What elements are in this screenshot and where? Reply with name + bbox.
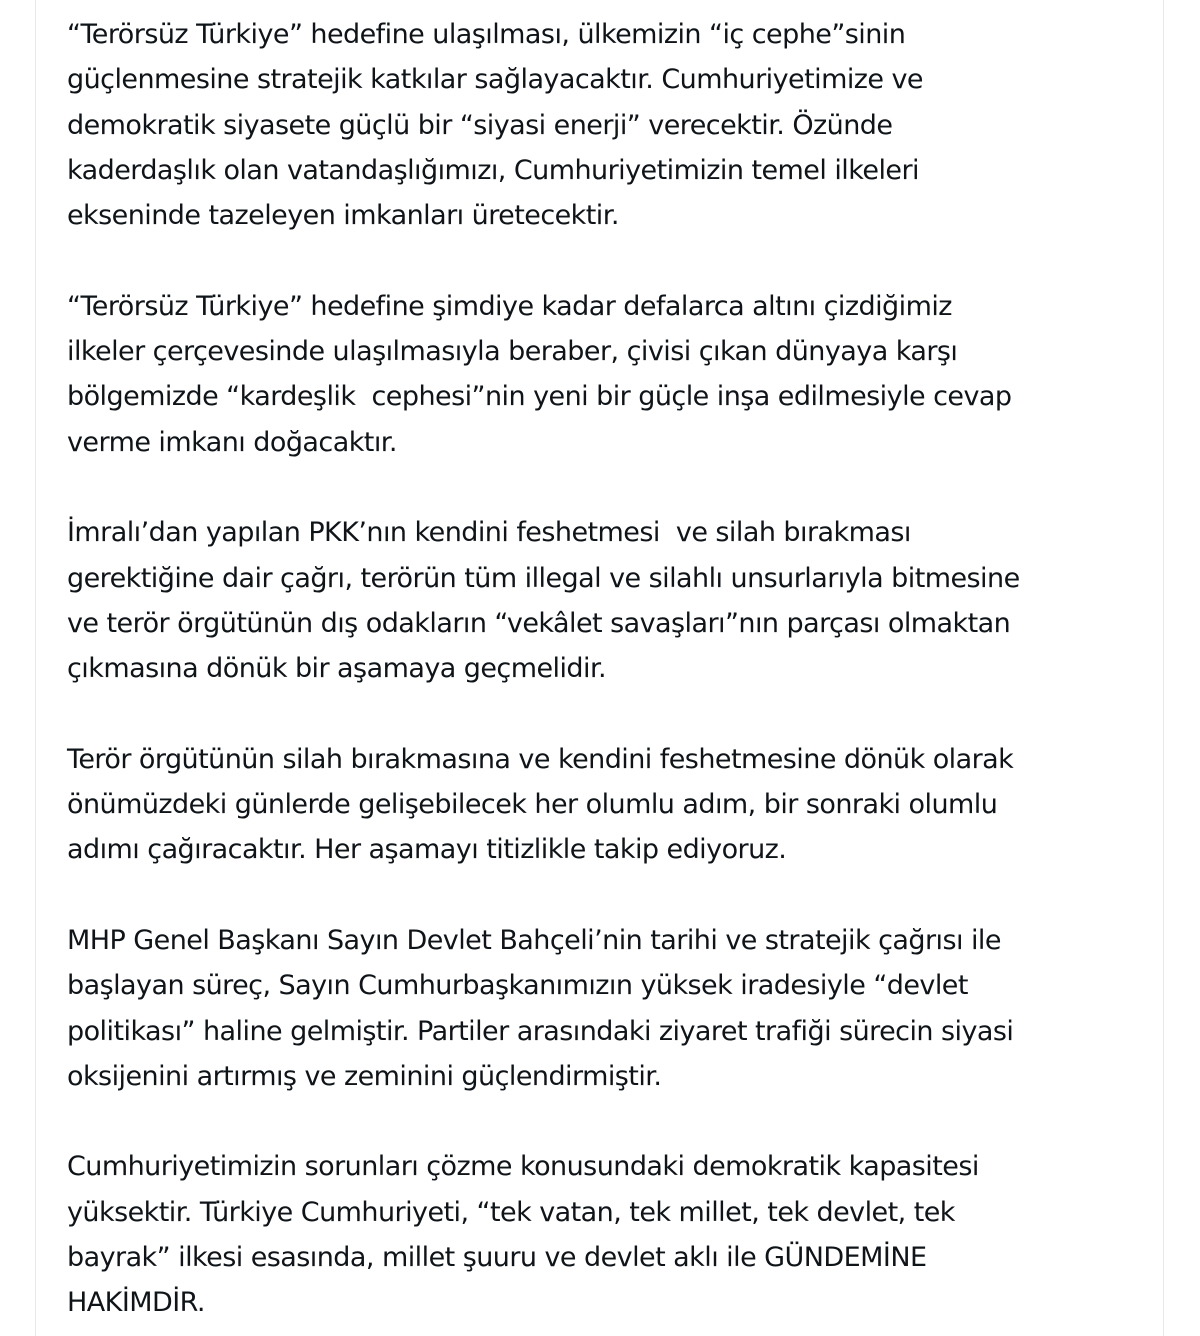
text-line: HAKİMDİR. xyxy=(67,1287,205,1319)
text-line: “Terörsüz Türkiye” hedefine şimdiye kadar defalarca altını çizdiğimiz xyxy=(67,290,952,322)
text-line: politikası” haline gelmiştir. Partiler arasındaki ziyaret trafiği sürecin siyasi xyxy=(67,1015,1014,1047)
text-line: Terör örgütünün silah bırakmasına ve kendini feshetmesine dönük olarak xyxy=(67,743,1014,775)
post-paragraph xyxy=(67,737,1147,873)
post-paragraph xyxy=(67,918,1147,1099)
text-line: bölgemizde “kardeşlik cephesi”nin yeni bir güçle inşa edilmesiyle cevap xyxy=(67,381,1012,413)
text-line: güçlenmesine stratejik katkılar sağlayacaktır. Cumhuriyetimize ve xyxy=(67,64,923,96)
text-line: önümüzdeki günlerde gelişebilecek her olumlu adım, bir sonraki olumlu xyxy=(67,789,998,821)
text-line: adımı çağıracaktır. Her aşamayı titizlikle takip ediyoruz. xyxy=(67,834,787,866)
text-line: bayrak” ilkesi esasında, millet şuuru ve devlet aklı ile GÜNDEMİNE xyxy=(67,1242,927,1274)
text-line: başlayan süreç, Sayın Cumhurbaşkanımızın yüksek iradesiyle “devlet xyxy=(67,970,968,1002)
post-paragraph xyxy=(67,284,1147,465)
text-line: İmralı’dan yapılan PKK’nın kendini feshetmesi ve silah bırakması xyxy=(67,517,911,549)
text-line: ekseninde tazeleyen imkanları üretecektir. xyxy=(67,200,619,232)
text-line: “Terörsüz Türkiye” hedefine ulaşılması, ülkemizin “iç cephe”sinin xyxy=(67,19,906,50)
text-line: kaderdaşlık olan vatandaşlığımızı, Cumhuriyetimizin temel ilkeleri xyxy=(67,154,919,186)
text-line: MHP Genel Başkanı Sayın Devlet Bahçeli’nin tarihi ve stratejik çağrısı ile xyxy=(67,924,1001,956)
post-text xyxy=(67,12,1147,1326)
text-line: ve terör örgütünün dış odakların “vekâlet savaşları”nın parçası olmaktan xyxy=(67,607,1011,639)
post-paragraph xyxy=(67,510,1147,691)
column-border-left xyxy=(35,0,36,1336)
text-line: gerektiğine dair çağrı, terörün tüm illegal ve silahlı unsurlarıyla bitmesine xyxy=(67,562,1020,594)
text-line: oksijenini artırmış ve zeminini güçlendirmiştir. xyxy=(67,1060,662,1092)
post-paragraph xyxy=(67,1144,1147,1325)
post-paragraph xyxy=(67,12,1147,238)
text-line: çıkmasına dönük bir aşamaya geçmelidir. xyxy=(67,653,607,685)
text-line: ilkeler çerçevesinde ulaşılmasıyla beraber, çivisi çıkan dünyaya karşı xyxy=(67,336,958,368)
text-line: Cumhuriyetimizin sorunları çözme konusundaki demokratik kapasitesi xyxy=(67,1151,979,1183)
text-line: verme imkanı doğacaktır. xyxy=(67,426,397,458)
column-border-right xyxy=(1163,0,1164,1336)
text-line: demokratik siyasete güçlü bir “siyasi enerji” verecektir. Özünde xyxy=(67,109,893,141)
text-line: yüksektir. Türkiye Cumhuriyeti, “tek vatan, tek millet, tek devlet, tek xyxy=(67,1196,955,1228)
